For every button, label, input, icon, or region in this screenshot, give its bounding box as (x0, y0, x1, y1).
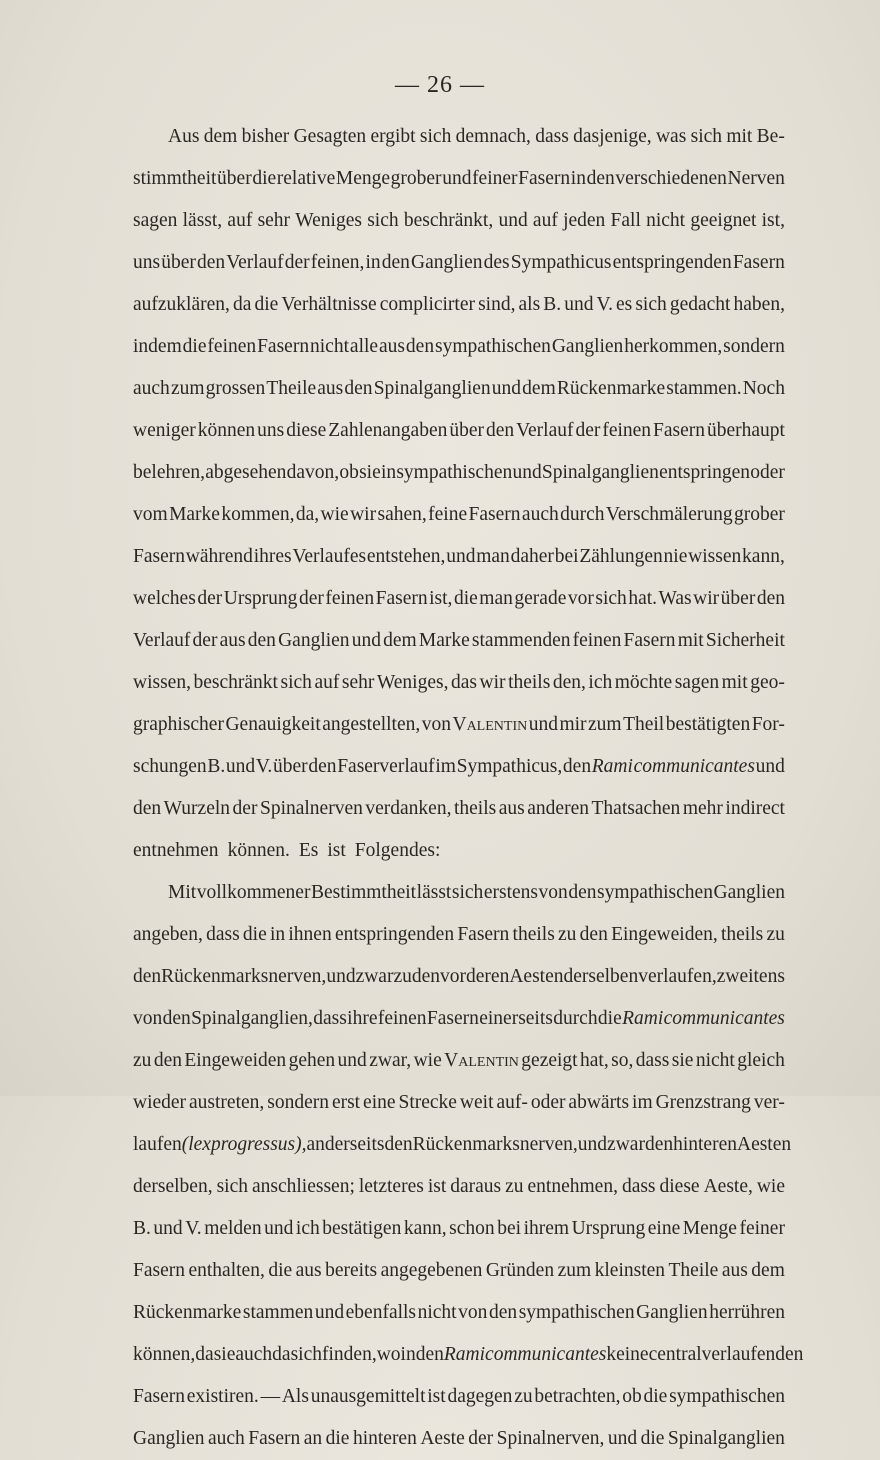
text-line: wissen, beschränkt sich auf sehr Weniges, das wir theils den, ich möchte sagen mit geo- (133, 672, 785, 693)
text-line: Mit vollkommener Bestimmtheit lässt sich erstens von den sympathischen Ganglien (168, 882, 785, 903)
text-line: graphischer Genauigkeit angestellten, von Valentin und mir zum Theil bestätigten For- (133, 714, 785, 735)
text-line: Rückenmarke stammen und ebenfalls nicht von den sympathischen Ganglien herrühren (133, 1302, 785, 1323)
text-line: auch zum grossen Theile aus den Spinalganglien und dem Rückenmarke stammen. Noch (133, 378, 785, 399)
text-line: angeben, dass die in ihnen entspringenden Fasern theils zu den Eingeweiden, theils zu (133, 924, 785, 945)
text-line: können, da sie auch da sich finden, wo in den Rami communicantes keine central verlaufenden (133, 1344, 804, 1365)
text-line: welches der Ursprung der feinen Fasern ist, die man gerade vor sich hat. Was wir über den (133, 588, 785, 609)
text-line: B. und V. melden und ich bestätigen kann, schon bei ihrem Ursprung eine Menge feiner (133, 1218, 785, 1239)
text-line: vom Marke kommen, da, wie wir sahen, feine Fasern auch durch Verschmälerung grober (133, 504, 785, 525)
text-line: aufzuklären, da die Verhältnisse complicirter sind, als B. und V. es sich gedacht haben, (133, 294, 785, 315)
text-line: sagen lässt, auf sehr Weniges sich beschränkt, und auf jeden Fall nicht geeignet ist, (133, 210, 785, 231)
text-line: von den Spinalganglien, dass ihre feinen Fasern einerseits durch die Rami communicantes (133, 1008, 785, 1029)
text-line: indem die feinen Fasern nicht alle aus den sympathischen Ganglien herkommen, sondern (133, 336, 785, 357)
text-line: uns über den Verlauf der feinen, in den Ganglien des Sympathicus entspringenden Fasern (133, 252, 785, 273)
text-line: zu den Eingeweiden gehen und zwar, wie Valentin gezeigt hat, so, dass sie nicht gleich (133, 1050, 785, 1071)
text-line: belehren, abgesehen davon, ob sie in sympathischen und Spinalganglien entspringen oder (133, 462, 785, 483)
body-text (133, 116, 804, 1460)
text-line: Fasern während ihres Verlaufes entstehen, und man daher bei Zählungen nie wissen kann, (133, 546, 785, 567)
text-line: den Wurzeln der Spinalnerven verdanken, theils aus anderen Thatsachen mehr indirect (133, 798, 785, 819)
text-line: den Rückenmarksnerven, und zwar zu den vorderen Aesten derselben verlaufen, zweitens (133, 966, 785, 987)
text-line: derselben, sich anschliessen; letzteres ist daraus zu entnehmen, dass diese Aeste, wie (133, 1176, 785, 1197)
text-line: Fasern existiren. — Als unausgemittelt ist dagegen zu betrachten, ob die sympathischen (133, 1386, 785, 1407)
text-line: Verlauf der aus den Ganglien und dem Marke stammenden feinen Fasern mit Sicherheit (133, 630, 785, 651)
page-number: — 26 — (395, 72, 485, 98)
text-line: stimmtheit über die relative Menge grober und feiner Fasern in den verschiedenen Nerven (133, 168, 785, 189)
text-line: Ganglien auch Fasern an die hinteren Aeste der Spinalnerven, und die Spinalganglien (133, 1428, 785, 1449)
text-line: weniger können uns diese Zahlenangaben über den Verlauf der feinen Fasern überhaupt (133, 420, 785, 441)
text-line: laufen (lex progressus), anderseits den Rückenmarksnerven, und zwar den hinteren Aesten (133, 1134, 792, 1155)
text-line: Fasern enthalten, die aus bereits angegebenen Gründen zum kleinsten Theile aus dem (133, 1260, 785, 1281)
text-line: entnehmen können. Es ist Folgendes: (133, 840, 441, 861)
text-line: Aus dem bisher Gesagten ergibt sich demnach, dass dasjenige, was sich mit Be- (168, 126, 785, 147)
text-line: wieder austreten, sondern erst eine Strecke weit auf- oder abwärts im Grenzstrang ver- (133, 1092, 785, 1113)
text-line: schungen B. und V. über den Faserverlauf im Sympathicus, den Rami communicantes und (133, 756, 785, 777)
